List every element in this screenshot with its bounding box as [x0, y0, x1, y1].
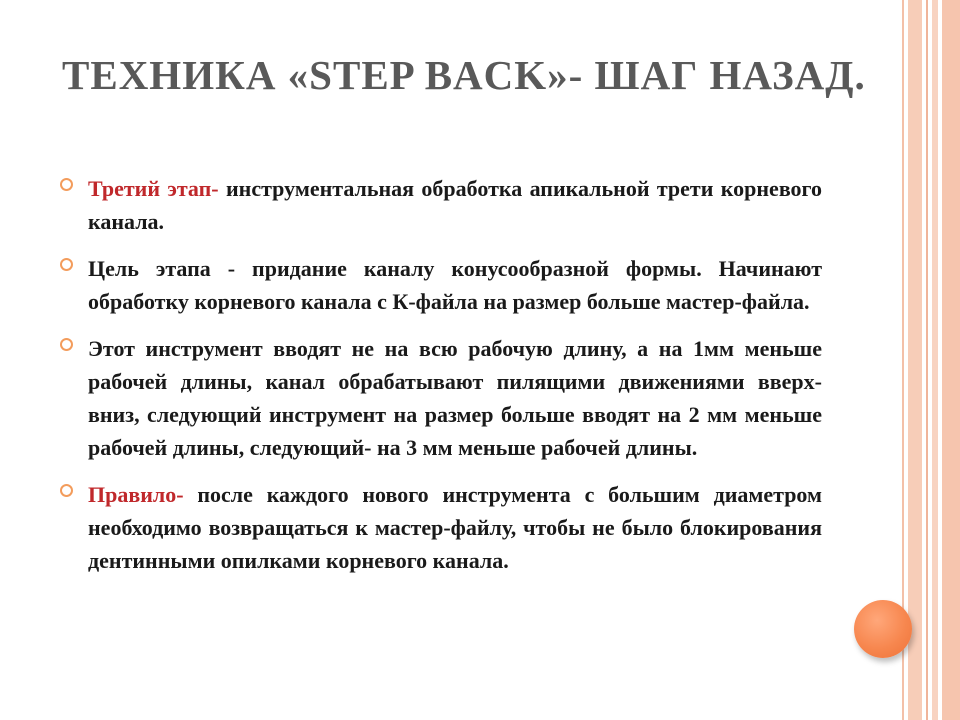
- highlight-lead: Правило-: [88, 482, 184, 507]
- decorative-stripes: [902, 0, 960, 720]
- bullet-body: Цель этапа - придание каналу конусообразной формы. Начинают обработку корневого канала с К-файла на размер больше мастер-файла.: [88, 256, 822, 314]
- bullet-body: после каждого нового инструмента с большим диаметром необходимо возвращаться к мастер-файлу, чтобы не было блокирования дентинными опилками корневого канала.: [88, 482, 822, 573]
- bullet-item: [60, 172, 822, 238]
- bullet-body: инструментальная обработка апикальной трети корневого канала.: [88, 176, 822, 234]
- circle-bullet-icon: [60, 484, 73, 497]
- bullet-text: [88, 172, 822, 238]
- circle-bullet-icon: [60, 338, 73, 351]
- bullet-text: [88, 252, 822, 318]
- circle-bullet-icon: [60, 258, 73, 271]
- stripe: [908, 0, 922, 720]
- bullet-text: [88, 478, 822, 577]
- stripe: [932, 0, 938, 720]
- bullet-item: [60, 332, 822, 464]
- slide-title: ТЕХНИКА «STEP BACK»- ШАГ НАЗАД.: [62, 52, 866, 98]
- bullet-item: [60, 252, 822, 318]
- highlight-lead: Третий этап-: [88, 176, 219, 201]
- stripe: [942, 0, 960, 720]
- circle-bullet-icon: [60, 178, 73, 191]
- bullet-item: [60, 478, 822, 577]
- decorative-orb: [854, 600, 912, 658]
- stripe: [926, 0, 928, 720]
- bullet-body: Этот инструмент вводят не на всю рабочую длину, а на 1мм меньше рабочей длины, канал обрабатывают пилящими движениями вверх-вниз, следующий инструмент на размер больше вводят на 2 мм меньше рабочей длины, следующий- на 3 мм меньше рабочей длины.: [88, 336, 822, 460]
- bullet-list: [60, 172, 822, 591]
- bullet-text: [88, 332, 822, 464]
